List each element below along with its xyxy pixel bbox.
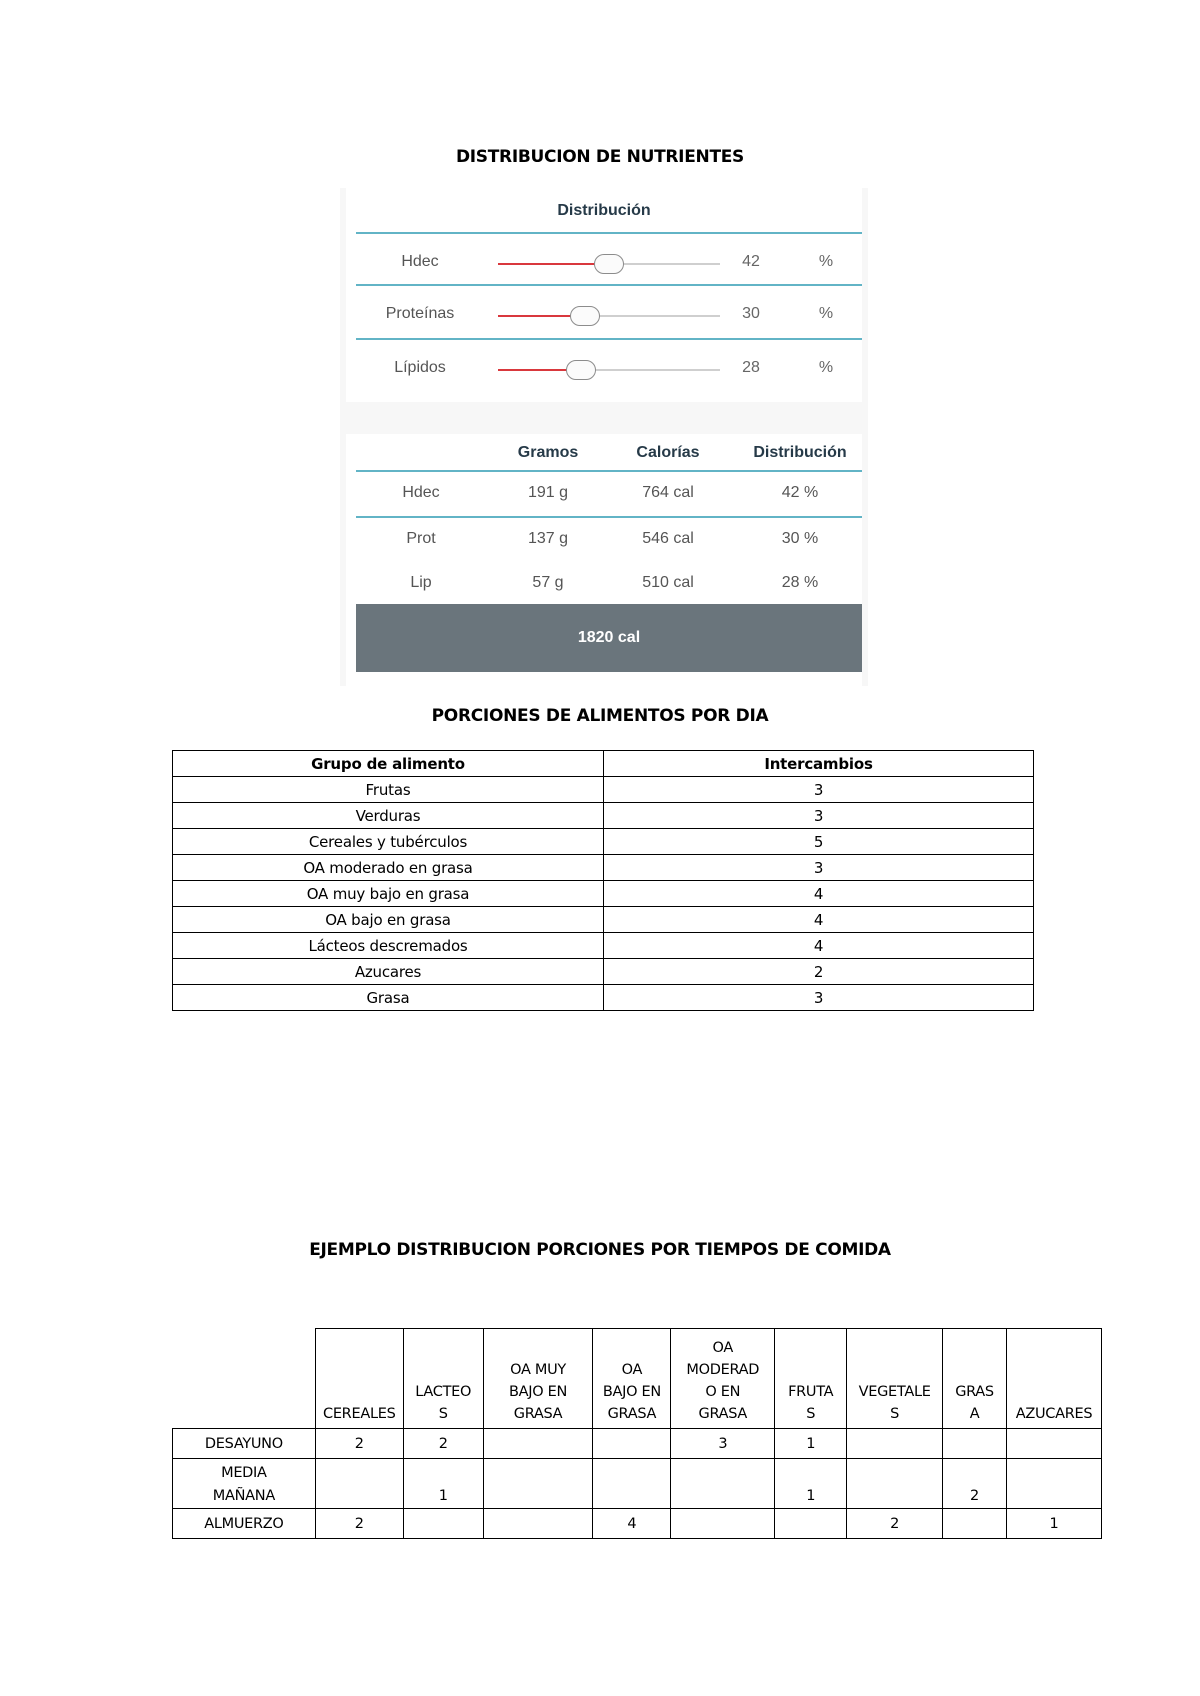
food-group: OA moderado en grasa [173, 855, 604, 881]
macro-grams: 191 g [527, 484, 569, 501]
meal-table-header-row [173, 1329, 1102, 1429]
percent-unit: % [818, 305, 834, 322]
portion-cell: 2 [943, 1459, 1007, 1509]
table-row [173, 855, 1034, 881]
food-group: OA bajo en grasa [173, 907, 604, 933]
divider [356, 284, 862, 286]
portion-cell [847, 1459, 943, 1509]
column-header-frutas: FRUTA S [775, 1329, 847, 1429]
portion-cell [483, 1459, 593, 1509]
exchanges: 2 [604, 959, 1034, 985]
food-group: Cereales y tubérculos [173, 829, 604, 855]
portion-cell: 1 [775, 1459, 847, 1509]
column-header: Intercambios [604, 751, 1034, 777]
portion-cell [671, 1459, 775, 1509]
table-row [173, 777, 1034, 803]
column-header-cereales: CEREALES [315, 1329, 403, 1429]
portion-cell: 2 [315, 1429, 403, 1459]
corner-cell [173, 1329, 316, 1429]
divider [356, 232, 862, 234]
portion-cell [847, 1429, 943, 1459]
meal-label: DESAYUNO [173, 1429, 316, 1459]
table-row [173, 829, 1034, 855]
food-group: Frutas [173, 777, 604, 803]
meal-label: ALMUERZO [173, 1509, 316, 1539]
total-calories-bar: 1820 cal [356, 604, 862, 672]
portion-cell [775, 1509, 847, 1539]
macro-name: Prot [406, 530, 436, 547]
macro-distribution: 30 % [781, 530, 819, 547]
macro-grams: 137 g [527, 530, 569, 547]
percent-unit: % [818, 253, 834, 270]
macro-calories: 764 cal [642, 484, 694, 501]
table-row [173, 985, 1034, 1011]
title-portions-per-day: PORCIONES DE ALIMENTOS POR DIA [431, 706, 769, 726]
table-row [173, 803, 1034, 829]
food-group: Grasa [173, 985, 604, 1011]
divider [356, 338, 862, 340]
slider-knob[interactable] [566, 360, 596, 380]
portion-cell: 1 [775, 1429, 847, 1459]
title-meal-distribution-example: EJEMPLO DISTRIBUCION PORCIONES POR TIEMPOS DE COMIDA [309, 1240, 891, 1260]
exchanges: 5 [604, 829, 1034, 855]
column-header-oa-muy-bajo: OA MUY BAJO EN GRASA [483, 1329, 593, 1429]
macros-row-prot [356, 518, 862, 562]
slider-knob[interactable] [570, 306, 600, 326]
macro-name: Hdec [402, 484, 440, 501]
column-header-lacteos: LACTEO S [403, 1329, 483, 1429]
portion-cell [1006, 1459, 1101, 1509]
column-header-oa-moderado: OA MODERAD O EN GRASA [671, 1329, 775, 1429]
macros-row-lip [356, 562, 862, 606]
portion-cell: 3 [671, 1429, 775, 1459]
exchanges: 3 [604, 985, 1034, 1011]
table-row [173, 907, 1034, 933]
exchanges: 4 [604, 907, 1034, 933]
portion-cell [593, 1459, 671, 1509]
lipidos-slider[interactable] [498, 369, 720, 371]
table-row [173, 959, 1034, 985]
portion-cell [483, 1429, 593, 1459]
column-header: Grupo de alimento [173, 751, 604, 777]
distribution-row-proteinas [356, 288, 862, 344]
column-header-oa-bajo: OA BAJO EN GRASA [593, 1329, 671, 1429]
title-nutrient-distribution: DISTRIBUCION DE NUTRIENTES [455, 147, 745, 167]
distribution-heading: Distribución [557, 202, 651, 219]
food-group: OA muy bajo en grasa [173, 881, 604, 907]
portion-cell: 2 [403, 1429, 483, 1459]
meal-label: MEDIA MAÑANA [173, 1459, 316, 1509]
meal-distribution-table [172, 1328, 1102, 1539]
portion-cell: 2 [847, 1509, 943, 1539]
portion-cell [943, 1429, 1007, 1459]
percent-unit: % [818, 359, 834, 376]
portion-cell [1006, 1429, 1101, 1459]
nutrient-value: 28 [742, 359, 760, 376]
slider-fill [498, 315, 571, 317]
meal-row-almuerzo [173, 1509, 1102, 1539]
macros-row-hdec [356, 472, 862, 516]
portion-cell: 1 [403, 1459, 483, 1509]
hdec-slider[interactable] [498, 263, 720, 265]
table-row [173, 933, 1034, 959]
food-group: Lácteos descremados [173, 933, 604, 959]
portion-cell [593, 1429, 671, 1459]
portion-cell [315, 1459, 403, 1509]
column-header-vegetales: VEGETALE S [847, 1329, 943, 1429]
exchanges: 4 [604, 933, 1034, 959]
food-group: Verduras [173, 803, 604, 829]
portion-cell [403, 1509, 483, 1539]
column-header: Calorías [636, 444, 700, 461]
portion-cell [483, 1509, 593, 1539]
macro-calories: 546 cal [642, 530, 694, 547]
portion-cell: 4 [593, 1509, 671, 1539]
column-header: Distribución [753, 444, 847, 461]
meal-row-media-manana [173, 1459, 1102, 1509]
macros-card [346, 434, 862, 686]
exchanges: 3 [604, 803, 1034, 829]
column-header-azucares: AZUCARES [1006, 1329, 1101, 1429]
macro-distribution: 42 % [781, 484, 819, 501]
slider-knob[interactable] [594, 254, 624, 274]
table-row [173, 881, 1034, 907]
column-header: Gramos [517, 444, 579, 461]
portion-cell [943, 1509, 1007, 1539]
nutrient-label: Lípidos [394, 359, 446, 376]
portion-cell [671, 1509, 775, 1539]
macro-distribution: 28 % [781, 574, 819, 591]
nutrient-value: 42 [742, 253, 760, 270]
food-group: Azucares [173, 959, 604, 985]
nutrient-label: Proteínas [385, 305, 455, 322]
macro-calories: 510 cal [642, 574, 694, 591]
portion-cell: 2 [315, 1509, 403, 1539]
nutrient-label: Hdec [401, 253, 439, 270]
table-header-row [173, 751, 1034, 777]
nutrient-value: 30 [742, 305, 760, 322]
slider-fill [498, 369, 567, 371]
proteinas-slider[interactable] [498, 315, 720, 317]
meal-row-desayuno [173, 1429, 1102, 1459]
distribution-card [346, 188, 862, 402]
macro-name: Lip [410, 574, 432, 591]
portions-table [172, 750, 1034, 1011]
portion-cell: 1 [1006, 1509, 1101, 1539]
exchanges: 4 [604, 881, 1034, 907]
distribution-row-lipidos [356, 342, 862, 398]
column-header-grasa: GRAS A [943, 1329, 1007, 1429]
nutrient-distribution-screenshot [340, 188, 868, 686]
slider-fill [498, 263, 595, 265]
macro-grams: 57 g [532, 574, 564, 591]
exchanges: 3 [604, 777, 1034, 803]
exchanges: 3 [604, 855, 1034, 881]
